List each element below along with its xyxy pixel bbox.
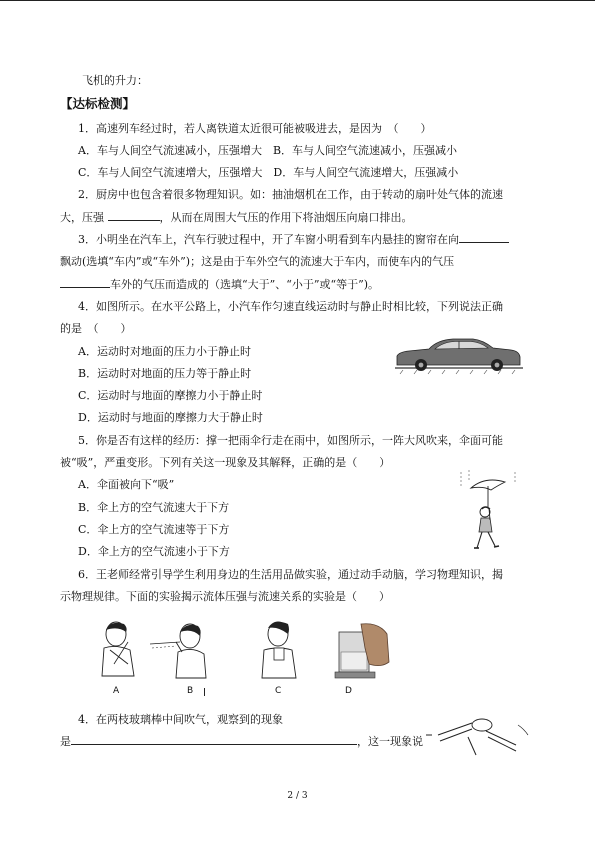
q5-line1: 5．你是否有这样的经历：撑一把雨伞行走在雨中，如图所示，一阵大风吹来，伞面可能 [78, 433, 503, 447]
intro-line: 飞机的升力： [82, 74, 148, 87]
q1-options-ab: A．车与人间空气流速减小，压强增大 B．车与人间空气流速减小，压强减小 [78, 143, 458, 157]
q3-line3 [60, 274, 542, 296]
page-number: 2 / 3 [287, 791, 308, 801]
q2-answer-blank[interactable] [108, 208, 160, 221]
q1-stem: 1．高速列车经过时，若人离铁道太近很可能被吸进去，是因为 （ ） [78, 121, 432, 135]
figure-b-mark [204, 688, 205, 696]
q4-option-d: D．运动时与地面的摩擦力大于静止时 [78, 411, 263, 425]
q3-text-3: 车外的气压而造成的（选填“大于”、“小于”或“等于”)。 [110, 277, 380, 291]
q4-option-b: B．运动时对地面的压力等于静止时 [78, 366, 252, 380]
q7-answer-blank[interactable] [71, 732, 357, 745]
q3-line1 [60, 229, 542, 251]
figure-label-c: C [275, 686, 282, 696]
q6-line1: 6．王老师经常引导学生利用身边的生活用品做实验，通过动手动脑，学习物理知识，揭 [78, 567, 503, 581]
q2-text-b: ，从而在周围大气压的作用下将油烟压向扇口排出。 [159, 210, 413, 224]
q3-answer-blank-1[interactable] [459, 230, 509, 243]
q3-line2: 飘动(选填“车内”或“车外”)；这是由于车外空气的流速大于车内，而使车内的气压 [60, 255, 455, 269]
section-title: 【达标检测】 [60, 96, 136, 112]
figure-label-d: D [345, 686, 352, 696]
glass-rods-figure [424, 715, 532, 757]
q5-option-b: B．伞上方的空气流速大于下方 [78, 500, 230, 514]
q1-options-cd: C．车与人间空气流速增大，压强增大 D．车与人间空气流速增大，压强减小 [78, 166, 459, 180]
figure-label-a: A [113, 686, 120, 696]
q5-line2: 被“吸”，严重变形。下列有关这一现象及其解释，正确的是（ ） [60, 456, 391, 470]
experiment-figure-a [94, 620, 144, 682]
q3-answer-blank-2[interactable] [60, 275, 110, 288]
q4-line2: 的是 （ ） [60, 322, 132, 336]
figure-label-b: B [187, 686, 194, 696]
q5-option-d: D．伞上方的空气流速小于下方 [78, 545, 230, 559]
car-figure [393, 333, 525, 375]
q4-option-a: A．运动时对地面的压力小于静止时 [78, 344, 251, 358]
q2-text-a: 大，压强 [60, 210, 108, 224]
q2-line2 [60, 207, 542, 229]
q7-text-b: ，这一现象说 [357, 735, 423, 749]
q7-text-a: 是 [60, 735, 71, 749]
q3-text-1: 3．小明坐在汽车上，汽车行驶过程中，开了车窗小明看到车内悬挂的窗帘在向 [78, 233, 459, 247]
experiment-figure-d [333, 618, 391, 680]
q5-option-c: C．伞上方的空气流速等于下方 [78, 522, 230, 536]
experiment-figure-b [146, 622, 210, 680]
q5-option-a: A．伞面被向下“吸” [78, 478, 175, 492]
q6-line2: 示物理规律。下面的实验揭示流体压强与流速关系的实验是（ ） [60, 589, 390, 603]
q7-line1: 4．在两枝玻璃棒中间吹气，观察到的现象 [78, 713, 283, 726]
experiment-figure-c [256, 620, 302, 680]
umbrella-figure [457, 468, 525, 554]
q4-option-c: C．运动时与地面的摩擦力小于静止时 [78, 389, 263, 403]
q4-line1: 4．如图所示。在水平公路上，小汽车作匀速直线运动时与静止时相比较，下列说法正确 [78, 299, 503, 313]
top-border [0, 0, 595, 1]
q2-line1: 2．厨房中也包含着很多物理知识。如：抽油烟机在工作，由于转动的扇叶处气体的流速 [78, 188, 503, 202]
